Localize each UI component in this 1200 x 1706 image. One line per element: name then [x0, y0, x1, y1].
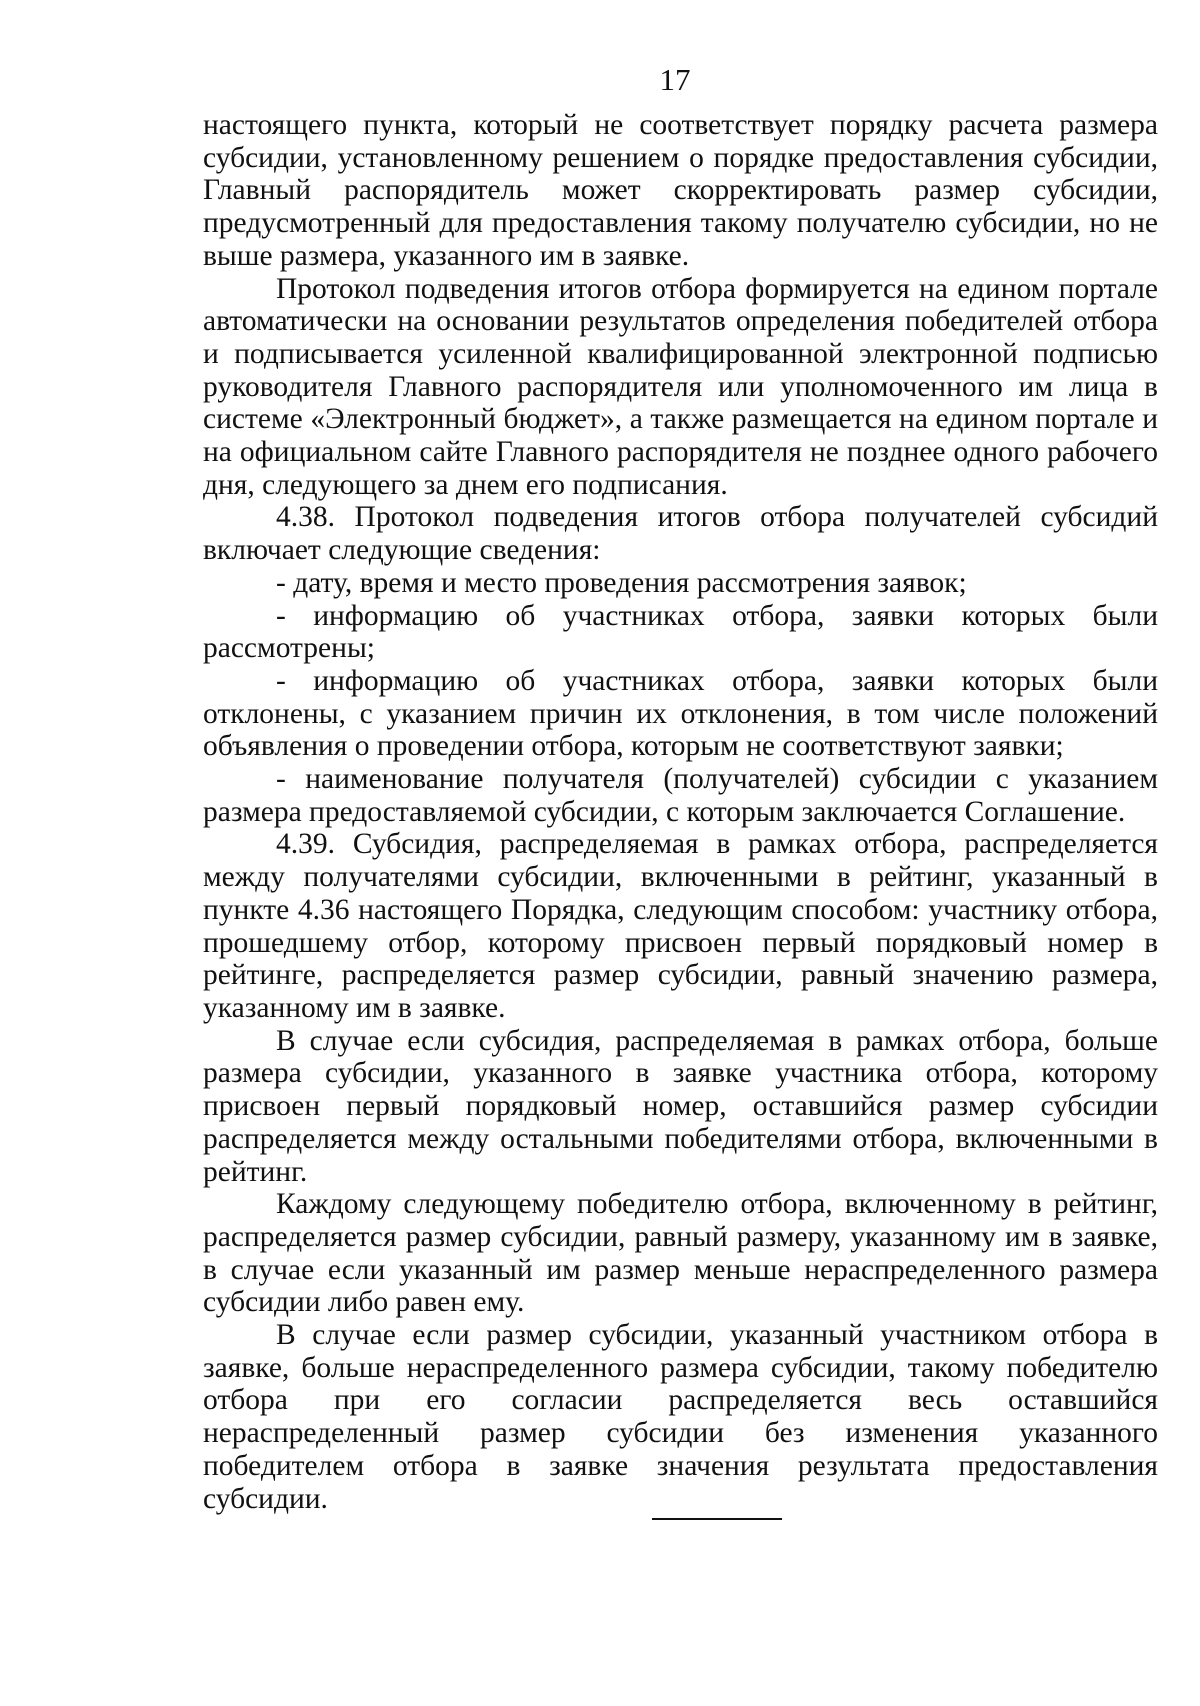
end-of-document-rule [652, 1518, 782, 1520]
list-item-reviewed-participants: - информацию об участниках отбора, заявки которых были рассмотрены; [203, 599, 1158, 665]
page-number: 17 [659, 62, 691, 97]
paragraph-protocol-formation: Протокол подведения итогов отбора формируется на едином портале автоматически на основании результатов определения победителей отбора и подписывается усиленной квалифицированной электронной подписью руководителя Главного распорядителя или уполномоченного им лица в системе «Электронный бюджет», а также размещается на едином портале и на официальном сайте Главного распорядителя не позднее одного рабочего дня, следующего за днем его подписания. [203, 272, 1158, 501]
paragraph-next-winner: Каждому следующему победителю отбора, включенному в рейтинг, распределяется размер субсидии, равный размеру, указанному им в заявке, в случае если указанный им размер меньше нераспределенного размера субсидии либо равен ему. [203, 1188, 1158, 1319]
list-item-recipient-name: - наименование получателя (получателей) субсидии с указанием размера предоставляемой субсидии, с которым заключается Соглашение. [203, 763, 1158, 828]
paragraph-exceeding-amount: В случае если размер субсидии, указанный участником отбора в заявке, больше нераспределенного размера субсидии, такому победителю отбора при его согласии распределяется весь оставшийся нераспределенный размер субсидии без изменения указанного победителем отбора в заявке значения результата предоставления субсидии. [203, 1319, 1158, 1515]
paragraph-4-38: 4.38. Протокол подведения итогов отбора получателей субсидий включает следующие сведения: [203, 501, 1158, 567]
list-item-rejected-participants: - информацию об участниках отбора, заявки которых были отклонены, с указанием причин их отклонения, в том числе положений объявления о проведении отбора, которым не соответствуют заявки; [203, 664, 1158, 763]
document-body [203, 109, 1158, 1515]
list-item-date-time-place: - дату, время и место проведения рассмотрения заявок; [276, 566, 967, 599]
paragraph-continuation: настоящего пункта, который не соответствует порядку расчета размера субсидии, установленному решением о порядке предоставления субсидии, Главный распорядитель может скорректировать размер субсидии, предусмотренный для предоставления такому получателю субсидии, но не выше размера, указанного им в заявке. [203, 109, 1158, 272]
paragraph-remaining-subsidy: В случае если субсидия, распределяемая в рамках отбора, больше размера субсидии, указанного в заявке участника отбора, которому присвоен первый порядковый номер, оставшийся размер субсидии распределяется между остальными победителями отбора, включенными в рейтинг. [203, 1024, 1158, 1188]
paragraph-4-39: 4.39. Субсидия, распределяемая в рамках отбора, распределяется между получателями субсидии, включенными в рейтинг, указанный в пункте 4.36 настоящего Порядка, следующим способом: участнику отбора, прошедшему отбор, которому присвоен первый порядковый номер в рейтинге, распределяется размер субсидии, равный значению размера, указанному им в заявке. [203, 828, 1158, 1024]
